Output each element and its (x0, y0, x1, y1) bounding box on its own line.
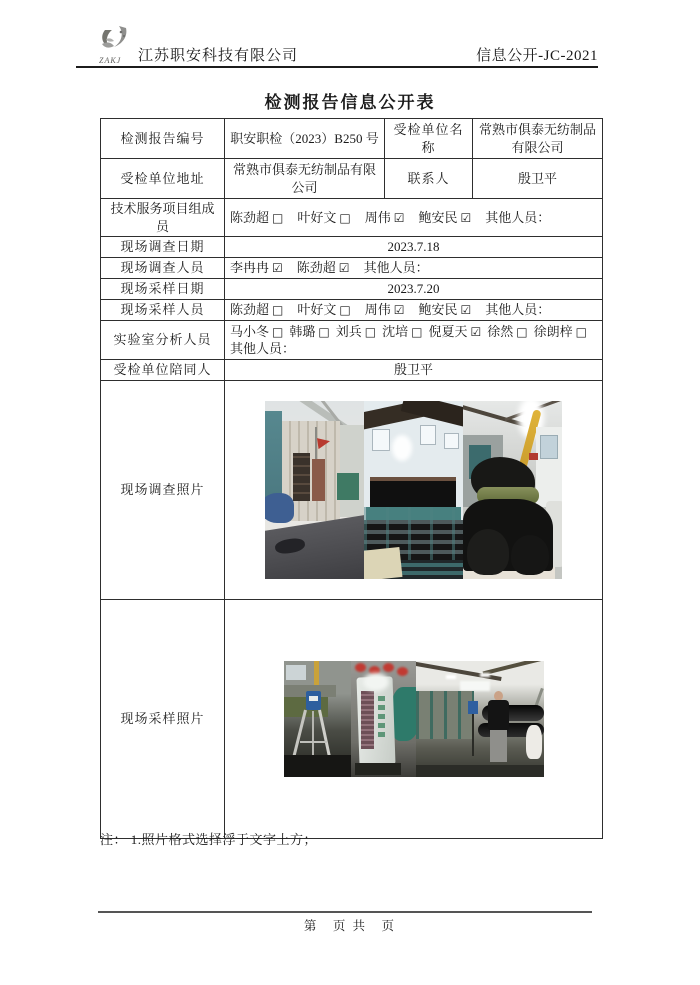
checkbox-checked-icon: ☑ (470, 324, 482, 339)
report-no-label: 检测报告编号 (101, 119, 225, 159)
sampling-photos-cell (225, 600, 603, 839)
sampling-staff-label: 现场采样人员 (101, 300, 225, 321)
table-row (101, 119, 603, 159)
person-checkbox: 徐朗梓 □ (533, 323, 587, 339)
person-checkbox: 陈劲超 □ (230, 302, 284, 318)
checkbox-checked-icon: ☑ (338, 261, 350, 276)
person-checkbox: 倪夏天 ☑ (428, 323, 482, 339)
table-row (101, 300, 603, 321)
person-checkbox: 马小冬 □ (230, 323, 284, 339)
sampling-date-label: 现场采样日期 (101, 279, 225, 300)
photo-workshop-aisle-worker (416, 661, 544, 777)
checkbox-unchecked-icon: □ (516, 324, 528, 339)
lab-staff-label: 实验室分析人员 (101, 321, 225, 360)
checkbox-unchecked-icon: □ (272, 324, 284, 339)
page-title: 检测报告信息公开表 (264, 93, 436, 112)
page-number: 第 页 共 页 (303, 919, 397, 933)
disclosure-form-table (100, 118, 603, 839)
logo-text: ZAKJ (99, 56, 122, 65)
checkbox-checked-icon: ☑ (460, 210, 472, 225)
table-row (101, 600, 603, 839)
escort-value: 殷卫平 (225, 360, 603, 381)
sampling-photo-strip (230, 661, 597, 777)
table-row (101, 381, 603, 600)
unit-address-value: 常熟市俱泰无纺制品有限公司 (225, 159, 385, 199)
survey-staff-label: 现场调查人员 (101, 258, 225, 279)
checkbox-unchecked-icon: □ (272, 303, 284, 318)
survey-date-label: 现场调查日期 (101, 237, 225, 258)
survey-staff-members (225, 258, 603, 279)
person-checkbox: 周伟 ☑ (364, 302, 405, 318)
tech-team-members (225, 199, 603, 237)
unit-address-label: 受检单位地址 (101, 159, 225, 199)
checkbox-checked-icon: ☑ (393, 210, 405, 225)
other-staff-label: 其他人员： (230, 341, 296, 357)
table-row (101, 360, 603, 381)
report-no-value: 职安职检（2023）B250 号 (225, 119, 385, 159)
contact-value: 殷卫平 (473, 159, 603, 199)
checkbox-unchecked-icon: □ (318, 324, 330, 339)
person-checkbox: 叶好文 □ (297, 302, 351, 318)
table-row (101, 237, 603, 258)
survey-photo-strip (230, 401, 597, 579)
survey-date-value: 2023.7.18 (225, 237, 603, 258)
table-row (101, 258, 603, 279)
photo-workshop-machine-line (364, 401, 463, 579)
checkbox-unchecked-icon: □ (575, 324, 587, 339)
table-row (101, 321, 603, 360)
person-checkbox: 刘兵 □ (335, 323, 377, 339)
person-checkbox: 叶好文 □ (297, 209, 351, 225)
photo-factory-wall-red-flag-from-car (265, 401, 364, 579)
unit-name-label: 受检单位名称 (385, 119, 473, 159)
other-staff-label: 其他人员： (363, 260, 429, 276)
person-checkbox: 陈劲超 □ (230, 209, 284, 225)
checkbox-unchecked-icon: □ (339, 210, 351, 225)
other-staff-label: 其他人员： (485, 302, 551, 318)
escort-label: 受检单位陪同人 (101, 360, 225, 381)
footnote: 注： 1.照片格式选择浮于文字上方； (100, 832, 318, 847)
unit-name-value: 常熟市俱泰无纺制品有限公司 (473, 119, 603, 159)
photo-black-fiber-bales (463, 401, 562, 579)
document-code: 信息公开-JC-2021 (476, 48, 598, 64)
person-checkbox: 徐然 □ (487, 323, 528, 339)
tech-team-label: 技术服务项目组成员 (101, 199, 225, 237)
photo-tripod-air-sampler (284, 661, 351, 777)
person-checkbox: 周伟 ☑ (364, 209, 405, 225)
person-checkbox: 陈劲超 ☑ (296, 260, 350, 276)
company-name: 江苏职安科技有限公司 (138, 48, 299, 64)
header-rule (76, 66, 598, 68)
sampling-photos-label: 现场采样照片 (101, 600, 225, 839)
sampling-date-value: 2023.7.20 (225, 279, 603, 300)
lab-staff-members (225, 321, 603, 360)
checkbox-checked-icon: ☑ (460, 303, 472, 318)
checkbox-checked-icon: ☑ (393, 303, 405, 318)
person-checkbox: 鲍安民 ☑ (418, 209, 472, 225)
checkbox-unchecked-icon: □ (411, 324, 423, 339)
survey-photos-cell (225, 381, 603, 600)
checkbox-unchecked-icon: □ (364, 324, 377, 339)
sampling-staff-members (225, 300, 603, 321)
other-staff-label: 其他人员： (485, 209, 551, 225)
person-checkbox: 韩璐 □ (289, 323, 330, 339)
table-row (101, 199, 603, 237)
table-row (101, 279, 603, 300)
checkbox-checked-icon: ☑ (272, 261, 283, 276)
contact-label: 联系人 (385, 159, 473, 199)
checkbox-unchecked-icon: □ (272, 210, 284, 225)
table-row (101, 159, 603, 199)
person-checkbox: 李冉冉 ☑ (230, 260, 283, 276)
footer-rule (98, 911, 592, 913)
person-checkbox: 鲍安民 ☑ (418, 302, 472, 318)
person-checkbox: 沈培 □ (382, 323, 423, 339)
checkbox-unchecked-icon: □ (339, 303, 351, 318)
photo-sampler-device-closeup (351, 661, 416, 777)
survey-photos-label: 现场调查照片 (101, 381, 225, 600)
